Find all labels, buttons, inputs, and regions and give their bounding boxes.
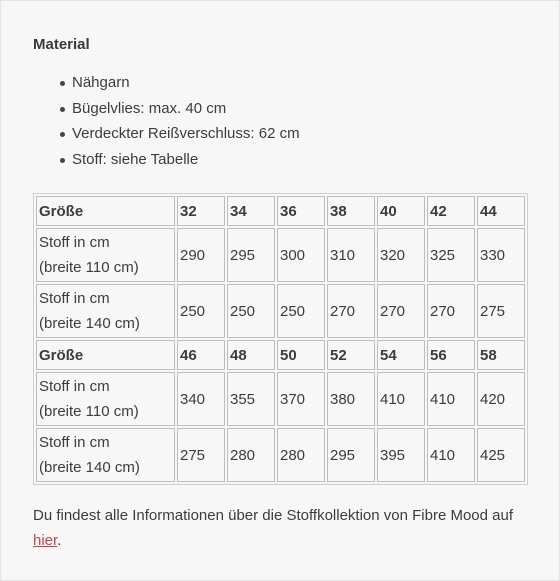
list-item: Bügelvlies: max. 40 cm <box>33 96 533 122</box>
value-cell: 395 <box>377 428 425 482</box>
value-cell: 275 <box>177 428 225 482</box>
row-label-line1: Stoff in cm <box>39 378 110 395</box>
value-cell: 355 <box>227 372 275 426</box>
row-label-line2: (breite 110 cm) <box>39 259 139 276</box>
value-cell: 250 <box>177 284 225 338</box>
header-cell: 52 <box>327 340 375 370</box>
header-cell: 32 <box>177 196 225 226</box>
header-cell: 36 <box>277 196 325 226</box>
value-cell: 270 <box>427 284 475 338</box>
header-cell: 42 <box>427 196 475 226</box>
header-cell: 40 <box>377 196 425 226</box>
collection-link[interactable]: hier <box>33 532 58 549</box>
value-cell: 340 <box>177 372 225 426</box>
fabric-size-table <box>33 193 528 485</box>
row-label-line2: (breite 140 cm) <box>39 459 140 476</box>
header-cell: 44 <box>477 196 525 226</box>
header-cell: 46 <box>177 340 225 370</box>
list-item: Nähgarn <box>33 70 533 96</box>
value-cell: 325 <box>427 228 475 282</box>
header-cell: 54 <box>377 340 425 370</box>
header-cell: 50 <box>277 340 325 370</box>
value-cell: 270 <box>327 284 375 338</box>
row-label-cell <box>36 372 175 426</box>
row-label-line1: Stoff in cm <box>39 234 110 251</box>
footnote-text: Du findest alle Informationen über die Stoffkollektion von Fibre Mood auf <box>33 507 513 524</box>
list-item: Stoff: siehe Tabelle <box>33 147 533 173</box>
value-cell: 425 <box>477 428 525 482</box>
fabric-collection-note <box>33 503 513 553</box>
table-row <box>36 228 525 282</box>
value-cell: 270 <box>377 284 425 338</box>
row-label-line2: (breite 140 cm) <box>39 315 140 332</box>
row-label-cell <box>36 228 175 282</box>
value-cell: 330 <box>477 228 525 282</box>
table-header-row <box>36 340 525 370</box>
value-cell: 295 <box>227 228 275 282</box>
material-heading: Material <box>33 36 90 53</box>
value-cell: 280 <box>277 428 325 482</box>
header-cell: 34 <box>227 196 275 226</box>
value-cell: 410 <box>427 428 475 482</box>
value-cell: 275 <box>477 284 525 338</box>
table-header-row <box>36 196 525 226</box>
row-label-line2: (breite 110 cm) <box>39 403 139 420</box>
header-cell: 48 <box>227 340 275 370</box>
value-cell: 320 <box>377 228 425 282</box>
value-cell: 290 <box>177 228 225 282</box>
list-item: Verdeckter Reißverschluss: 62 cm <box>33 121 533 147</box>
product-details <box>33 35 533 549</box>
value-cell: 280 <box>227 428 275 482</box>
value-cell: 410 <box>427 372 475 426</box>
value-cell: 370 <box>277 372 325 426</box>
header-cell: 58 <box>477 340 525 370</box>
value-cell: 420 <box>477 372 525 426</box>
table-row <box>36 284 525 338</box>
header-cell: 56 <box>427 340 475 370</box>
material-list <box>33 70 533 172</box>
header-cell: Größe <box>36 340 175 370</box>
row-label-cell <box>36 284 175 338</box>
value-cell: 410 <box>377 372 425 426</box>
table-row <box>36 372 525 426</box>
header-cell: 38 <box>327 196 375 226</box>
footnote-period: . <box>57 532 62 549</box>
row-label-cell <box>36 428 175 482</box>
header-cell: Größe <box>36 196 175 226</box>
row-label-line1: Stoff in cm <box>39 290 110 307</box>
value-cell: 310 <box>327 228 375 282</box>
value-cell: 250 <box>277 284 325 338</box>
value-cell: 250 <box>227 284 275 338</box>
table-row <box>36 428 525 482</box>
value-cell: 380 <box>327 372 375 426</box>
row-label-line1: Stoff in cm <box>39 434 110 451</box>
value-cell: 300 <box>277 228 325 282</box>
value-cell: 295 <box>327 428 375 482</box>
